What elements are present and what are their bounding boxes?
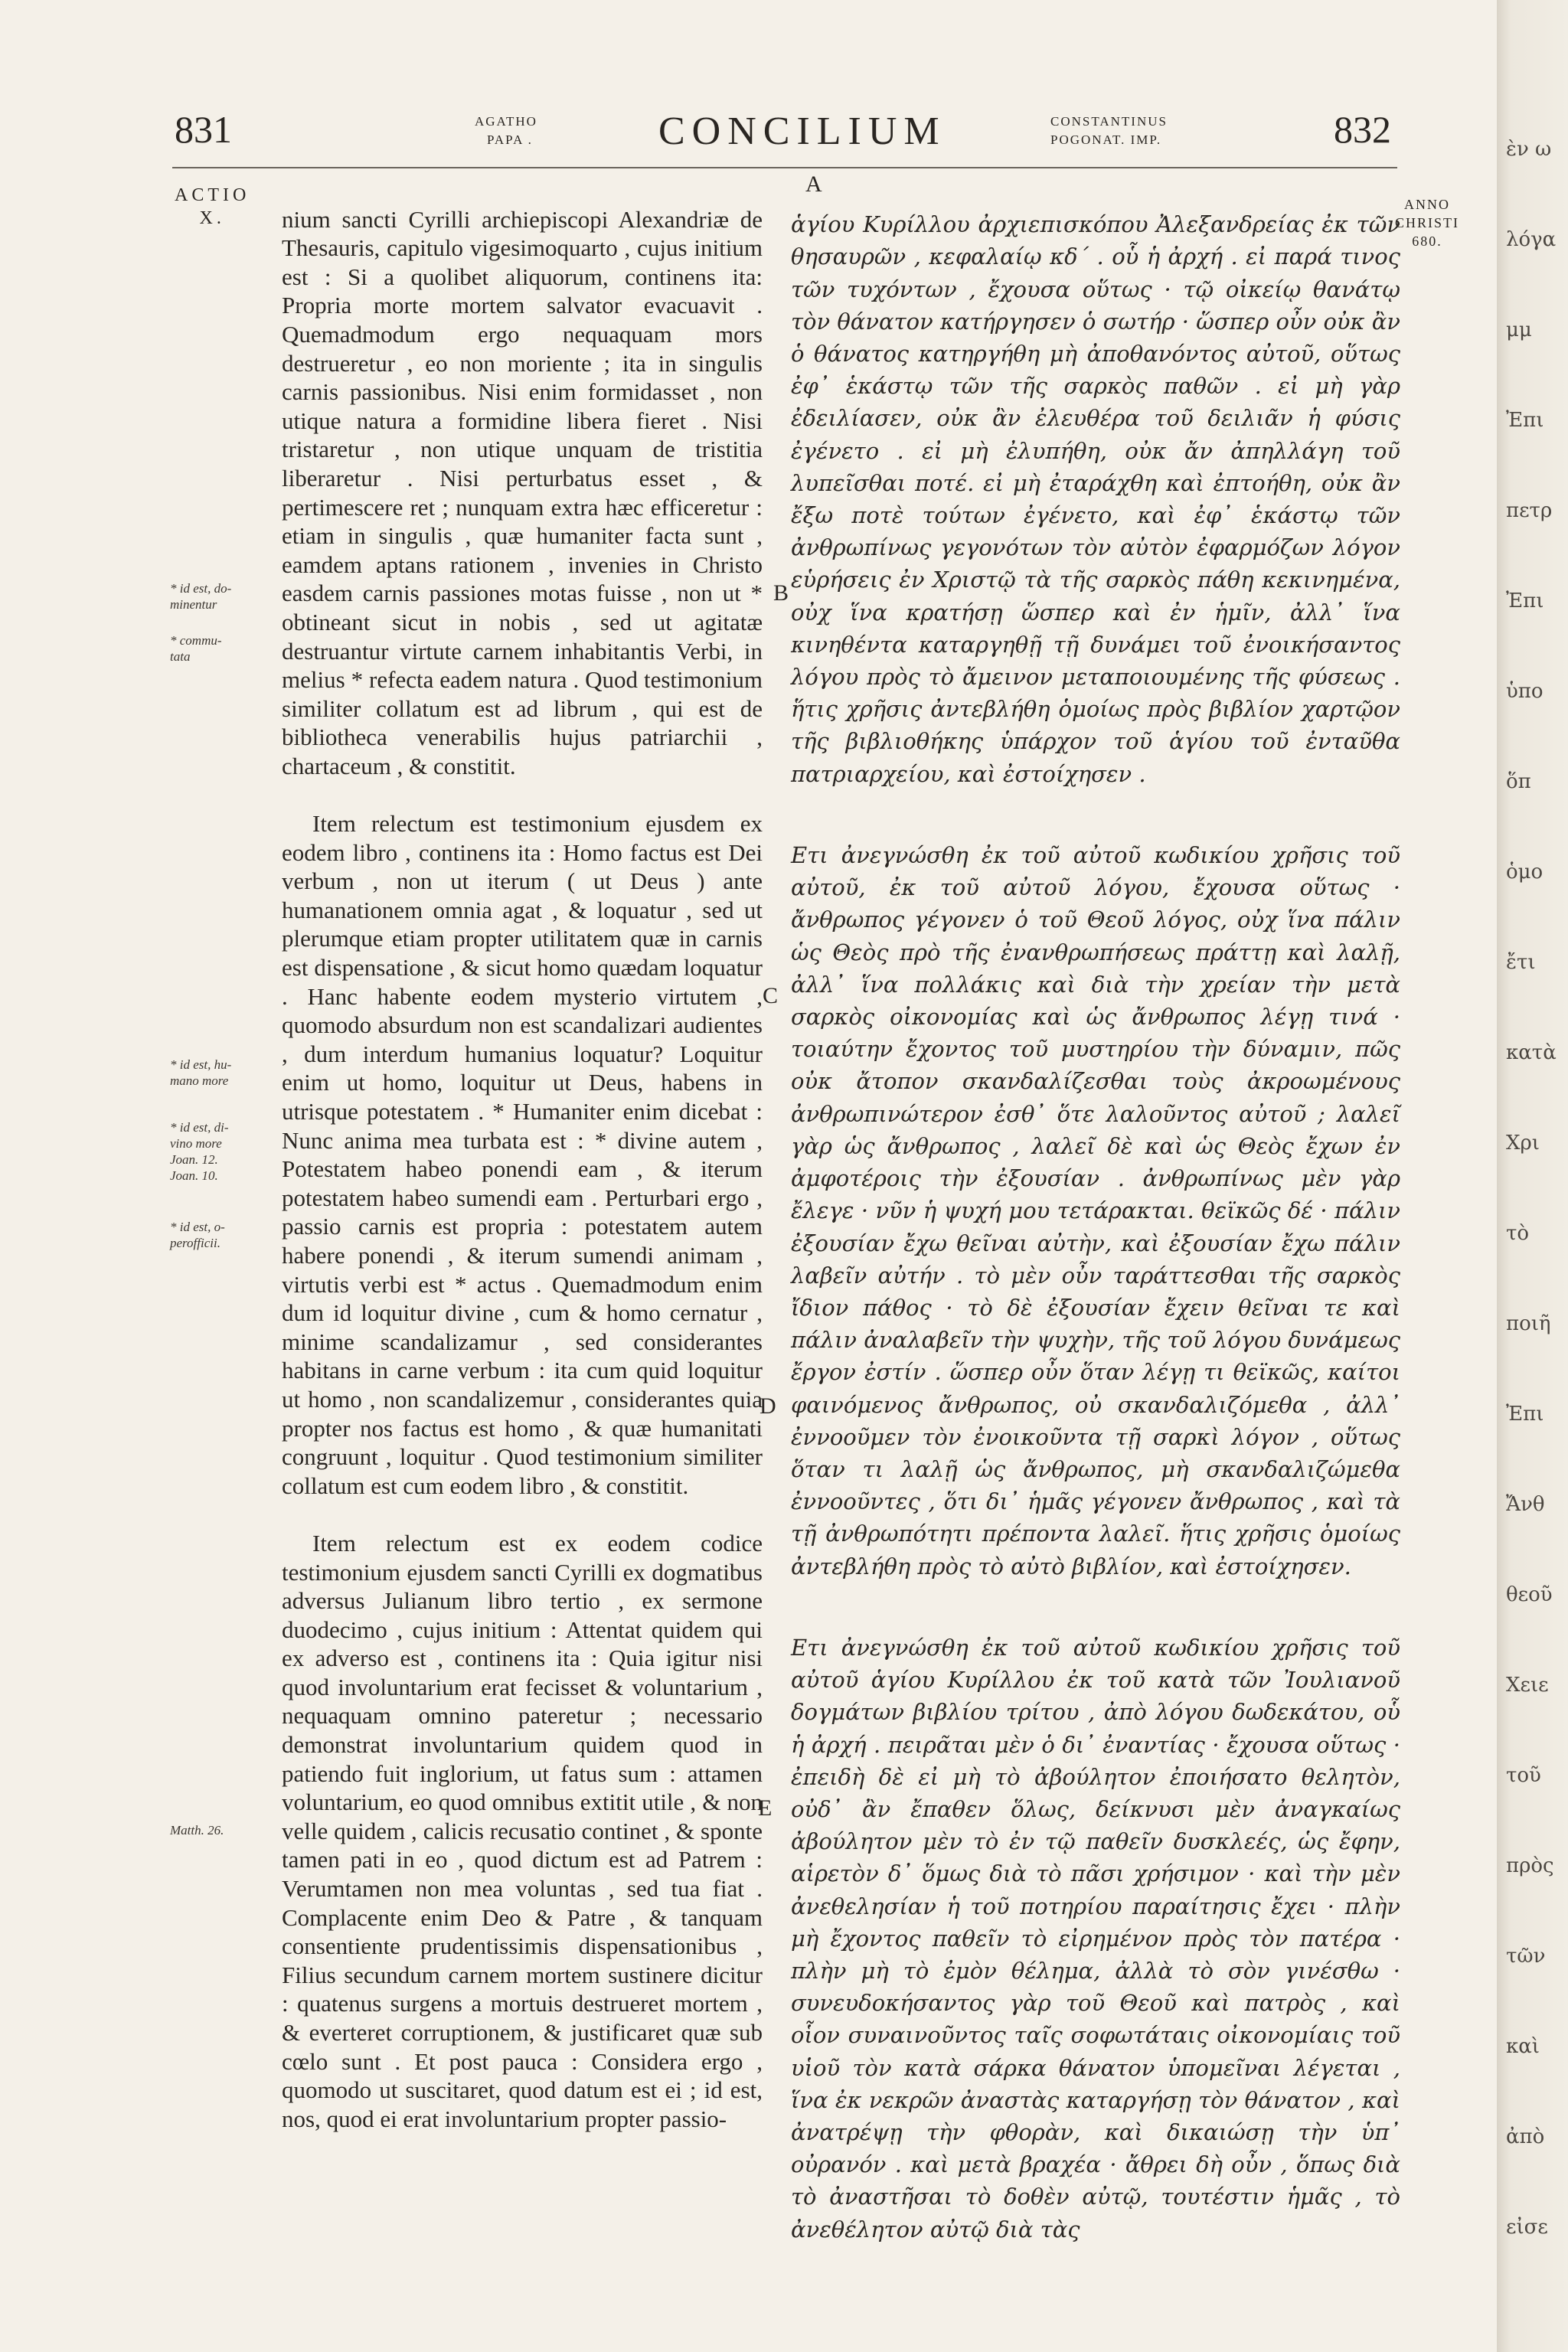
- actio-number: X.: [199, 208, 225, 228]
- margin-note: * id est, o- perofficii.: [170, 1220, 225, 1250]
- latin-paragraph: nium sancti Cyrilli archiepiscopi Alexandriæ de Thesauris, capitulo vigesimoquarto , cujus initium est : Si a quolibet aliquorum, continens ita: Propria morte mortem salvator evacuavit . Quemadmodum ergo nequaquam mors destrueretur , eo non moriente ; ita in singulis carnis passionibus. Nisi enim formidasset , non utique natura a formidine libera fieret . Nisi tristaretur , non utique unquam de tristitia liberaretur . Nisi perturbatus esset , & pertimescere ret ; nunquam extra hæc efficeretur : etiam in singulis , quæ humaniter facta sunt , eamdem aptans rationem , invenies in Christo easdem carnis passiones motas fuisse , non ut * obtineant sicut in nobis , sed ut agitatæ destruantur virtute carnem inhabitantis Verbi, in melius * refecta eadem natura . Quod testimonium similiter collatum est ad librum , qui est de bibliotheca venerabilis hujus patriarchii , chartaceum , & constitit.: [282, 205, 763, 779]
- facing-page-fragment: Ἐπι: [1506, 590, 1544, 612]
- right-running-head-2: POGONAT. IMP.: [1050, 132, 1162, 147]
- facing-page-fragment: ἀπὸ: [1506, 2125, 1545, 2148]
- year-label: 680.: [1412, 234, 1442, 249]
- page-header: [0, 107, 1497, 168]
- margin-note: * id est, do- minentur: [170, 581, 232, 612]
- facing-page-fragment: Ἄνθ: [1506, 1493, 1545, 1516]
- facing-page-fragment: ὁμο: [1506, 861, 1544, 884]
- facing-page-fragment: Ἐπι: [1506, 409, 1544, 432]
- latin-column: [282, 176, 763, 2162]
- facing-page-fragment: ὲν ω: [1506, 138, 1552, 161]
- facing-page-fragment: ἔτι: [1506, 951, 1536, 974]
- facing-page-fragment: θεοῦ: [1506, 1583, 1553, 1606]
- facing-page-fragment: Ἐπι: [1506, 1403, 1544, 1426]
- facing-page-fragment: μμ: [1506, 318, 1532, 341]
- facing-page-fragment: εἰσε: [1506, 2216, 1548, 2239]
- facing-page-fragment: λόγα: [1506, 228, 1557, 251]
- facing-page-fragment: καὶ: [1506, 2035, 1540, 2058]
- facing-page-fragment: ὅπ: [1506, 770, 1531, 793]
- latin-paragraph: Item relectum est ex eodem codice testimonium ejusdem sancti Cyrilli ex dogmatibus adversus Julianum libro tertio , ex sermone duodecimo , cujus initium : Attentat quidem qui ex adverso est , continens ita : Quia igitur nisi quod involuntarium erat fecisset & voluntarium , nequaquam omnino pateretur ; necessario demonstrat involuntarium quidem quod in patiendo fuit inglorium, ut fatus sum : attamen voluntarium, eo quod omnibus extitit utile , & non velle quidem , calicis recusatio continet , & sponte tamen pati in eo , quod dictum est ad Patrem : Verumtamen non mea voluntas , sed tua fiat . Complacente enim Deo & Patre , & tanquam consentiente prudentissimis dispensationibus , Filius secundum carnem mortem sustinere dicitur : quatenus surgens a mortuis destrueret mortem , & everteret corruptionem, & justificaret quæ sub cœlo sunt . Et post pauca : Considera ergo , quomodo ut suscitaret, quod datum est ei ; id est, nos, quod ei erat involuntarium propter passio-: [282, 1529, 763, 2132]
- greek-column: [791, 176, 1400, 2278]
- facing-page-fragment: τῶν: [1506, 1945, 1546, 1968]
- greek-paragraph: Ετι ἀνεγνώσθη ἐκ τοῦ αὐτοῦ κωδικίου χρῆσις τοῦ αὐτοῦ ἁγίου Κυρίλλου ἐκ τοῦ κατὰ τῶν Ἰουλιανοῦ δογμάτων βιβλίου τρίτου , ἀπὸ λόγου δωδεκάτου, οὗ ἡ ἀρχή . πειρᾶται μὲν ὁ δι᾽ ἐναντίας · ἔχουσα οὕτως · ἐπειδὴ δὲ εἰ μὴ τὸ ἀβούλητον ἐποιήσατο θελητὸν, οὐδ᾽ ἂν ἔπαθεν ὅλως, δείκνυσι μὲν ἀναγκαίως ἀβούλητον μὲν τὸ ἐν τῷ παθεῖν δυσκλεές, ὡς ἔφην, αἱρετὸν δ᾽ ὅμως διὰ τὸ πᾶσι χρήσιμον · καὶ τὴν μὲν ἀνεθελησίαν ἡ τοῦ ποτηρίου παραίτησις ἔχει · πλὴν μὴ ἔχοντος παθεῖν τὸ εἰρημένον πρὸς τὸν πατέρα · πλὴν μὴ τὸ ἐμὸν θέλημα, ἀλλὰ τὸ σὸν γινέσθω · συνευδοκήσαντος γὰρ τοῦ Θεοῦ καὶ πατρὸς , καὶ οἷον συναινοῦντος ταῖς σοφωτάταις οἰκονομίαις τοῦ υἱοῦ τὸν κατὰ σάρκα θάνατον ὑπομεῖναι λέγεται , ἵνα ἐκ νεκρῶν ἀναστὰς καταργήσῃ τὸν θάνατον , καὶ ἀνατρέψῃ τὴν φθορὰν, καὶ δικαιώσῃ τὴν ὑπ᾽ οὐρανόν . καὶ μετὰ βραχέα · ἄθρει δὴ οὖν , ὅπως διὰ τὸ ἀναστῆσαι τὸ δοθὲν αὐτῷ, τουτέστιν ἡμᾶς , τὸ ἀνεθέλητον αὐτῷ διὰ τὰς: [791, 1634, 1400, 2243]
- facing-page-edge: [1497, 0, 1568, 2352]
- section-letter-e: E: [758, 1795, 773, 1821]
- right-running-head-1: CONSTANTINUS: [1050, 114, 1168, 129]
- facing-page-fragment: τὸ: [1506, 1222, 1530, 1245]
- actio-label: ACTIO: [175, 185, 250, 205]
- facing-page-fragment: Χρι: [1506, 1132, 1540, 1155]
- facing-page-fragment: τοῦ: [1506, 1764, 1541, 1787]
- margin-note: * commu- tata: [170, 633, 222, 664]
- facing-page-fragment: κατὰ: [1506, 1041, 1557, 1064]
- margin-note: Matth. 26.: [170, 1823, 224, 1838]
- section-letter-a: A: [805, 172, 822, 197]
- facing-page-fragment: πετρ: [1506, 499, 1553, 522]
- christi-label: CHRISTI: [1395, 215, 1460, 230]
- left-running-head-2: PAPA .: [487, 132, 533, 147]
- facing-page-fragment: πρὸς: [1506, 1854, 1554, 1877]
- actio-marker: [175, 184, 250, 230]
- section-letter-c: C: [763, 983, 779, 1008]
- latin-paragraph: Item relectum est testimonium ejusdem ex eodem libro , continens ita : Homo factus est Dei verbum , non ut iterum ( ut Deus ) ante humanationem omnia agat , & loquatur , sed ut plerumque etiam propter utilitatem quæ in carnis est dispensatione , & sicut homo quædam loquatur . Hanc habente eodem mysterio virtutem , quomodo absurdum non est scandalizari audientes , dum interdum humanius loquatur? Loquitur enim ut homo, loquitur ut Deus, habens in utrisque potestatem . * Humaniter enim dicebat : Nunc anima mea turbata est : * divine autem , Potestatem habeo ponendi eam , & iterum potestatem habeo sumendi eam . Perturbari ergo , passio carnis est propria : potestatem autem habere ponendi , & iterum sumendi animam , virtutis verbi est * actus . Quemadmodum enim dum id loquitur divine , cum & homo cernatur , minime scandalizamur , sed considerantes habitans in carne verbum : ita cum quid loquitur ut homo , non scandalizemur , considerantes quia propter nos factus est homo , & quæ humanitati congruunt , loquitur . Quod testimonium similiter collatum est cum eodem libro , & constitit.: [282, 810, 763, 1499]
- margin-note: * id est, di- vino more Joan. 12. Joan. 10.: [170, 1120, 229, 1183]
- greek-paragraph: ἁγίου Κυρίλλου ἀρχιεπισκόπου Ἀλεξανδρείας ἐκ τῶν θησαυρῶν , κεφαλαίῳ κδ΄ . οὗ ἡ ἀρχή . εἰ παρά τινος τῶν τυχόντων , ἔχουσα οὕτως · τῷ οἰκείῳ θανάτῳ τὸν θάνατον κατήργησεν ὁ σωτήρ · ὥσπερ οὖν οὐκ ἂν ὁ θάνατος κατηργήθη μὴ ἀποθανόντος αὐτοῦ, οὕτως ἐφ᾽ ἑκάστῳ τῶν τῆς σαρκὸς παθῶν . εἰ μὴ γὰρ ἐδειλίασεν, οὐκ ἂν ἐλευθέρα τοῦ δειλιᾶν ἡ φύσις ἐγένετο . εἰ μὴ ἐλυπήθη, οὐκ ἄν ἀπηλλάγη τοῦ λυπεῖσθαι ποτέ. εἰ μὴ ἐταράχθη καὶ ἐπτοήθη, οὐκ ἂν ἔξω ποτὲ τούτων ἐγένετο, καὶ ἐφ᾽ ἑκάστῳ τῶν ἀνθρωπίνως γεγονότων τὸν αὐτὸν ἐφαρμόζων λόγον εὑρήσεις ἐν Χριστῷ τὰ τῆς σαρκὸς πάθη κεκινημένα, οὐχ ἵνα κρατήσῃ ὥσπερ καὶ ἐν ἡμῖν, ἀλλ᾽ ἵνα κινηθέντα καταργηθῇ τῇ δυνάμει τοῦ ἐνοικήσαντος λόγου πρὸς τὸ ἄμεινον μεταποιουμένης τῆς φύσεως . ἥτις χρῆσις ἀντεβλήθη ὁμοίως πρὸς βιβλίον χαρτῷον τῆς βιβλιοθήκης ὑπάρχον τοῦ ἁγίου τοῦ ἐνταῦθα πατριαρχείου, καὶ ἐστοίχησεν .: [791, 211, 1400, 787]
- section-letter-b: B: [773, 580, 789, 606]
- left-running-head-1: AGATHO: [475, 114, 537, 129]
- anno-christi-marker: [1395, 195, 1459, 250]
- anno-label: ANNO: [1404, 197, 1450, 212]
- margin-note: * id est, hu- mano more: [170, 1057, 232, 1088]
- facing-page-fragment: ὑπο: [1506, 680, 1544, 703]
- greek-paragraph: Ετι ἀνεγνώσθη ἐκ τοῦ αὐτοῦ κωδικίου χρῆσις τοῦ αὐτοῦ, ἐκ τοῦ αὐτοῦ λόγου, ἔχουσα οὕτως · ἄνθρωπος γέγονεν ὁ τοῦ Θεοῦ λόγος, οὐχ ἵνα πάλιν ὡς Θεὸς πρὸ τῆς ἐνανθρωπήσεως πράττῃ καὶ λαλῇ, ἀλλ᾽ ἵνα πολλάκις καὶ διὰ τὴν χρείαν τὴν μετὰ σαρκὸς οἰκονομίας καὶ ὡς ἄνθρωπος λέγῃ τινά · τοιαύτην ἔχοντος τοῦ μυστηρίου τὴν δύναμιν, πῶς οὐκ ἄτοπον σκανδαλίζεσθαι τοὺς ἀκροωμένους ἀνθρωπινώτερον ἐσθ᾽ ὅτε λαλοῦντος αὐτοῦ ; λαλεῖ γὰρ ὡς ἄνθρωπος , λαλεῖ δὲ καὶ ὡς Θεὸς ἔχων ἐν ἀμφοτέροις τὴν ἐξουσίαν . ἀνθρωπίνως μὲν γὰρ ἔλεγε · νῦν ἡ ψυχή μου τετάρακται. θεϊκῶς δέ · πάλιν ἐξουσίαν ἔχω θεῖναι αὐτὴν, καὶ ἐξουσίαν ἔχω πάλιν λαβεῖν αὐτήν . τὸ μὲν οὖν ταράττεσθαι τῆς σαρκὸς ἴδιον πάθος · τὸ δὲ ἐξουσίαν ἔχειν θεῖναι τε καὶ πάλιν ἀναλαβεῖν τὴν ψυχὴν, τῆς τοῦ λόγου δυνάμεως ἔργον ἐστίν . ὥσπερ οὖν ὅταν λέγῃ τι θεϊκῶς, καίτοι φαινόμενος ἄνθρωπος, οὐ σκανδαλιζόμεθα , ἀλλ᾽ ἐννοοῦμεν τὸν ἐνοικοῦντα τῇ σαρκὶ λόγον , οὕτως ὅταν τι λαλῇ ὡς ἄνθρωπος, μὴ σκανδαλιζώμεθα ἐννοοῦντες , ὅτι δι᾽ ἡμᾶς γέγονεν ἄνθρωπος , καὶ τὰ τῇ ἀνθρωπότητι πρέποντα λαλεῖ. ἥτις χρῆσις ὁμοίως ἀντεβλήθη πρὸς τὸ αὐτὸ βιβλίον, καὶ ἐστοίχησεν.: [791, 842, 1400, 1579]
- section-letter-d: D: [760, 1393, 776, 1419]
- header-rule: [172, 167, 1397, 168]
- facing-page-fragment: ποιῆ: [1506, 1312, 1551, 1335]
- right-page-number: 832: [1334, 108, 1391, 151]
- left-page-number: 831: [175, 108, 232, 151]
- facing-page-fragment: Χειε: [1506, 1674, 1549, 1697]
- running-title: CONCILIUM: [658, 109, 946, 153]
